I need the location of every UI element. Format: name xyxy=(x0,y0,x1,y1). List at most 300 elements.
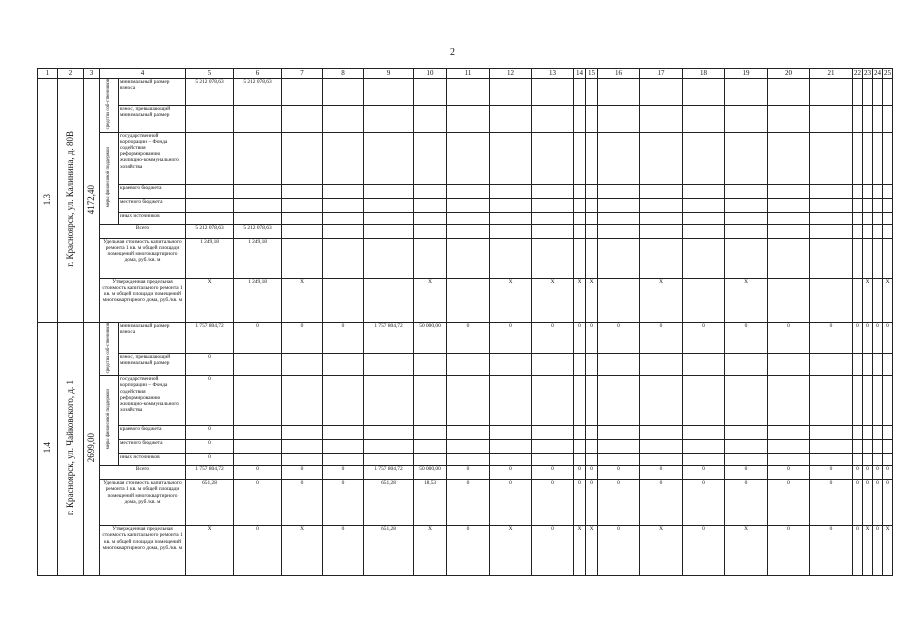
value-cell: Х xyxy=(586,278,598,322)
value-cell xyxy=(414,105,447,132)
table-row xyxy=(38,322,893,354)
value-cell xyxy=(598,212,640,224)
value-cell xyxy=(364,354,414,376)
value-cell xyxy=(883,440,893,454)
value-cell xyxy=(532,212,574,224)
value-cell xyxy=(234,198,282,212)
value-cell xyxy=(640,184,683,198)
col-header: 2 xyxy=(58,69,84,79)
row-number: 1.3 xyxy=(42,193,53,205)
value-cell xyxy=(574,238,586,278)
value-cell xyxy=(186,132,234,184)
value-cell xyxy=(725,354,768,376)
value-cell: Х xyxy=(640,278,683,322)
value-cell xyxy=(873,278,883,322)
value-cell xyxy=(810,212,853,224)
table-row xyxy=(38,354,893,376)
value-cell xyxy=(414,440,447,454)
value-cell: 0 xyxy=(490,480,532,526)
value-cell xyxy=(768,426,810,440)
value-cell xyxy=(683,105,725,132)
col-header: 21 xyxy=(810,69,853,79)
value-cell: 0 xyxy=(532,526,574,576)
col-header: 11 xyxy=(447,69,490,79)
value-cell: 0 xyxy=(768,466,810,480)
value-cell: 0 xyxy=(186,376,234,426)
value-cell xyxy=(873,224,883,238)
area: 2699,00 xyxy=(86,433,97,463)
value-cell xyxy=(234,105,282,132)
col-header: 6 xyxy=(234,69,282,79)
value-cell xyxy=(883,212,893,224)
col-header: 12 xyxy=(490,69,532,79)
value-cell xyxy=(810,238,853,278)
value-cell xyxy=(490,354,532,376)
value-cell xyxy=(873,184,883,198)
row-label: Удельная стоимость капитального ремонта 1 кв. м общей площади помещений многоквартирного дома, руб./кв. м xyxy=(100,480,186,526)
value-cell xyxy=(598,105,640,132)
value-cell xyxy=(853,184,863,198)
value-cell xyxy=(532,238,574,278)
value-cell xyxy=(282,224,323,238)
value-cell xyxy=(586,454,598,466)
value-cell xyxy=(725,238,768,278)
value-cell: Х xyxy=(883,526,893,576)
value-cell xyxy=(447,132,490,184)
value-cell xyxy=(768,440,810,454)
value-cell xyxy=(414,198,447,212)
value-cell xyxy=(414,354,447,376)
value-cell xyxy=(574,105,586,132)
value-cell xyxy=(490,224,532,238)
value-cell: 0 xyxy=(640,322,683,354)
value-cell: 0 xyxy=(873,480,883,526)
value-cell xyxy=(853,132,863,184)
value-cell xyxy=(683,184,725,198)
value-cell xyxy=(873,105,883,132)
value-cell xyxy=(490,132,532,184)
col-header: 15 xyxy=(586,69,598,79)
value-cell xyxy=(532,198,574,212)
col-header: 16 xyxy=(598,69,640,79)
value-cell: 0 xyxy=(574,466,586,480)
table-row xyxy=(38,426,893,440)
table-body xyxy=(38,69,893,576)
col-header: 14 xyxy=(574,69,586,79)
value-cell xyxy=(490,426,532,440)
value-cell xyxy=(598,224,640,238)
value-cell: 0 xyxy=(853,466,863,480)
value-cell xyxy=(863,454,873,466)
value-cell xyxy=(810,440,853,454)
value-cell xyxy=(683,354,725,376)
value-cell xyxy=(186,105,234,132)
row-label: государственной корпорации – Фонда содействия реформированию жилищно-коммунального хозяйства xyxy=(119,132,186,184)
value-cell xyxy=(282,376,323,426)
value-cell xyxy=(768,132,810,184)
value-cell: 0 xyxy=(574,322,586,354)
value-cell: 0 xyxy=(853,322,863,354)
value-cell xyxy=(186,184,234,198)
value-cell xyxy=(282,198,323,212)
value-cell xyxy=(574,376,586,426)
value-cell xyxy=(598,426,640,440)
value-cell xyxy=(853,238,863,278)
value-cell: 0 xyxy=(186,454,234,466)
table-row-approved xyxy=(38,526,893,576)
value-cell xyxy=(810,376,853,426)
value-cell xyxy=(234,212,282,224)
col-header: 23 xyxy=(864,69,872,77)
value-cell: 1 757 804,72 xyxy=(364,466,414,480)
value-cell xyxy=(282,132,323,184)
value-cell xyxy=(883,426,893,440)
value-cell: 0 xyxy=(810,480,853,526)
value-cell xyxy=(323,105,364,132)
value-cell xyxy=(323,238,364,278)
value-cell xyxy=(883,105,893,132)
value-cell: 0 xyxy=(447,322,490,354)
value-cell xyxy=(574,454,586,466)
value-cell xyxy=(853,105,863,132)
value-cell: 0 xyxy=(863,480,873,526)
value-cell xyxy=(768,454,810,466)
row-label: иных источников xyxy=(119,454,186,466)
col-header: 24 xyxy=(874,69,882,77)
value-cell: 0 xyxy=(725,322,768,354)
value-cell xyxy=(873,198,883,212)
value-cell xyxy=(873,454,883,466)
value-cell xyxy=(447,224,490,238)
value-cell xyxy=(282,354,323,376)
value-cell xyxy=(364,426,414,440)
row-label: взнос, превышающий минимальный размер xyxy=(119,105,186,132)
value-cell xyxy=(323,376,364,426)
value-cell xyxy=(598,454,640,466)
value-cell: 0 xyxy=(598,466,640,480)
value-cell: 0 xyxy=(598,480,640,526)
value-cell: Х xyxy=(574,278,586,322)
value-cell: 1 757 804,72 xyxy=(186,322,234,354)
value-cell: 0 xyxy=(282,322,323,354)
col-header: 22 xyxy=(854,69,862,77)
value-cell xyxy=(586,184,598,198)
value-cell xyxy=(640,224,683,238)
value-cell xyxy=(810,426,853,440)
value-cell xyxy=(282,454,323,466)
value-cell xyxy=(323,132,364,184)
value-cell: 1 757 804,72 xyxy=(364,322,414,354)
value-cell xyxy=(532,224,574,238)
value-cell xyxy=(683,238,725,278)
value-cell: 0 xyxy=(810,322,853,354)
value-cell xyxy=(532,79,574,106)
value-cell xyxy=(490,376,532,426)
value-cell xyxy=(725,105,768,132)
value-cell: 0 xyxy=(810,466,853,480)
value-cell xyxy=(768,278,810,322)
value-cell: 0 xyxy=(683,480,725,526)
value-cell: 0 xyxy=(725,466,768,480)
value-cell: 0 xyxy=(323,466,364,480)
value-cell xyxy=(598,440,640,454)
value-cell: 0 xyxy=(853,480,863,526)
value-cell xyxy=(768,376,810,426)
value-cell: 0 xyxy=(863,322,873,354)
value-cell: 0 xyxy=(282,480,323,526)
value-cell xyxy=(768,238,810,278)
value-cell xyxy=(234,354,282,376)
col-header: 1 xyxy=(38,69,58,79)
value-cell: 0 xyxy=(323,526,364,576)
support-measures-group xyxy=(100,132,119,224)
value-cell xyxy=(323,79,364,106)
value-cell: 0 xyxy=(186,426,234,440)
value-cell xyxy=(364,212,414,224)
value-cell xyxy=(598,184,640,198)
value-cell xyxy=(883,184,893,198)
value-cell xyxy=(282,79,323,106)
value-cell: Х xyxy=(574,526,586,576)
value-cell: Х xyxy=(414,526,447,576)
value-cell: 0 xyxy=(768,526,810,576)
value-cell xyxy=(282,426,323,440)
value-cell xyxy=(234,376,282,426)
value-cell: 0 xyxy=(586,466,598,480)
value-cell xyxy=(234,440,282,454)
value-cell: 0 xyxy=(683,322,725,354)
value-cell xyxy=(768,198,810,212)
value-cell: 0 xyxy=(532,322,574,354)
value-cell xyxy=(586,440,598,454)
value-cell xyxy=(447,105,490,132)
value-cell xyxy=(447,79,490,106)
value-cell: 0 xyxy=(683,466,725,480)
value-cell xyxy=(683,198,725,212)
col-header: 18 xyxy=(683,69,725,79)
col-header: 10 xyxy=(414,69,447,79)
table-row xyxy=(38,212,893,224)
value-cell xyxy=(586,238,598,278)
value-cell xyxy=(598,198,640,212)
value-cell xyxy=(364,278,414,322)
address-cell xyxy=(58,322,84,576)
value-cell: Х xyxy=(186,526,234,576)
value-cell xyxy=(574,426,586,440)
value-cell xyxy=(853,354,863,376)
group-label: средства соб-ственников xyxy=(106,322,112,374)
value-cell: 0 xyxy=(863,466,873,480)
value-cell xyxy=(234,454,282,466)
address: г. Красноярск, ул. Чайковского, д. 1 xyxy=(65,380,76,516)
col-header: 17 xyxy=(640,69,683,79)
value-cell xyxy=(725,79,768,106)
col-header: 7 xyxy=(282,69,323,79)
value-cell: 0 xyxy=(574,480,586,526)
value-cell xyxy=(810,198,853,212)
value-cell xyxy=(447,426,490,440)
value-cell: Х xyxy=(186,278,234,322)
col-header: 19 xyxy=(725,69,768,79)
value-cell xyxy=(725,454,768,466)
value-cell xyxy=(490,184,532,198)
value-cell xyxy=(364,198,414,212)
value-cell xyxy=(532,440,574,454)
value-cell: 50 000,00 xyxy=(414,322,447,354)
value-cell xyxy=(323,454,364,466)
value-cell xyxy=(364,376,414,426)
row-label: иных источников xyxy=(119,212,186,224)
value-cell xyxy=(853,79,863,106)
value-cell xyxy=(883,198,893,212)
value-cell xyxy=(414,454,447,466)
value-cell: 0 xyxy=(532,480,574,526)
value-cell xyxy=(863,224,873,238)
value-cell: 0 xyxy=(186,354,234,376)
value-cell xyxy=(598,376,640,426)
value-cell: 0 xyxy=(598,322,640,354)
value-cell xyxy=(532,132,574,184)
value-cell: 0 xyxy=(234,526,282,576)
value-cell xyxy=(447,184,490,198)
value-cell xyxy=(810,79,853,106)
owners-funds-group xyxy=(100,322,119,376)
value-cell xyxy=(447,238,490,278)
value-cell xyxy=(586,105,598,132)
table-row xyxy=(38,79,893,106)
value-cell xyxy=(447,198,490,212)
row-label: краевого бюджета xyxy=(119,426,186,440)
value-cell xyxy=(863,105,873,132)
value-cell xyxy=(640,238,683,278)
value-cell xyxy=(883,224,893,238)
value-cell xyxy=(853,212,863,224)
value-cell: 0 xyxy=(447,466,490,480)
value-cell xyxy=(586,198,598,212)
value-cell xyxy=(883,376,893,426)
value-cell: 0 xyxy=(640,480,683,526)
value-cell xyxy=(574,440,586,454)
value-cell xyxy=(863,426,873,440)
value-cell xyxy=(490,454,532,466)
value-cell xyxy=(640,426,683,440)
value-cell xyxy=(640,440,683,454)
row-label: Всего xyxy=(100,466,186,480)
value-cell xyxy=(586,354,598,376)
value-cell: 0 xyxy=(873,466,883,480)
value-cell xyxy=(490,440,532,454)
value-cell xyxy=(414,184,447,198)
value-cell xyxy=(574,184,586,198)
value-cell: 1 249,18 xyxy=(234,278,282,322)
table-row xyxy=(38,132,893,184)
value-cell: 651,28 xyxy=(364,480,414,526)
value-cell xyxy=(810,354,853,376)
col-header: 4 xyxy=(100,69,186,79)
value-cell xyxy=(186,198,234,212)
value-cell xyxy=(323,278,364,322)
value-cell xyxy=(810,454,853,466)
value-cell: Х xyxy=(883,278,893,322)
value-cell xyxy=(447,354,490,376)
value-cell xyxy=(282,440,323,454)
value-cell xyxy=(683,132,725,184)
value-cell: 0 xyxy=(853,526,863,576)
value-cell: 0 xyxy=(282,466,323,480)
table-row xyxy=(38,440,893,454)
value-cell xyxy=(810,132,853,184)
table-row-total xyxy=(38,466,893,480)
row-number-cell xyxy=(38,79,58,323)
value-cell: 0 xyxy=(586,480,598,526)
value-cell xyxy=(725,440,768,454)
value-cell xyxy=(863,132,873,184)
value-cell: 5 212 078,63 xyxy=(186,79,234,106)
value-cell: 0 xyxy=(725,480,768,526)
value-cell: 0 xyxy=(234,322,282,354)
row-label: Утвержденная предельная стоимость капитального ремонта 1 кв. м общей площади помещений многоквартирного дома, руб./кв. м xyxy=(100,526,186,576)
value-cell: 0 xyxy=(234,480,282,526)
table-row-total xyxy=(38,224,893,238)
value-cell xyxy=(853,426,863,440)
value-cell: Х xyxy=(414,278,447,322)
group-label: меры финансовой поддержки xyxy=(106,389,112,450)
value-cell xyxy=(414,132,447,184)
value-cell: 0 xyxy=(323,322,364,354)
value-cell: 5 212 078,63 xyxy=(234,224,282,238)
value-cell xyxy=(447,278,490,322)
value-cell xyxy=(586,79,598,106)
value-cell xyxy=(873,79,883,106)
value-cell: 0 xyxy=(883,322,893,354)
value-cell xyxy=(683,224,725,238)
value-cell xyxy=(574,198,586,212)
value-cell xyxy=(725,198,768,212)
support-measures-group xyxy=(100,376,119,466)
value-cell: 0 xyxy=(532,466,574,480)
value-cell xyxy=(234,426,282,440)
value-cell xyxy=(282,105,323,132)
value-cell xyxy=(873,212,883,224)
group-label: средства соб-ственников xyxy=(106,79,112,130)
value-cell xyxy=(234,184,282,198)
row-label: местного бюджета xyxy=(119,440,186,454)
col-header: 5 xyxy=(186,69,234,79)
value-cell xyxy=(640,132,683,184)
row-label: Удельная стоимость капитального ремонта 1 кв. м общей площади помещений многоквартирного дома, руб./кв. м xyxy=(100,238,186,278)
value-cell xyxy=(532,184,574,198)
value-cell xyxy=(640,198,683,212)
value-cell: 651,28 xyxy=(364,526,414,576)
table-row xyxy=(38,198,893,212)
value-cell xyxy=(873,132,883,184)
value-cell xyxy=(414,224,447,238)
value-cell xyxy=(683,454,725,466)
value-cell xyxy=(364,238,414,278)
value-cell xyxy=(447,440,490,454)
value-cell: 1 249,18 xyxy=(234,238,282,278)
value-cell xyxy=(863,79,873,106)
value-cell: 1 757 804,72 xyxy=(186,466,234,480)
col-header: 20 xyxy=(768,69,810,79)
value-cell xyxy=(683,376,725,426)
col-header: 8 xyxy=(323,69,364,79)
value-cell: Х xyxy=(282,526,323,576)
value-cell xyxy=(282,238,323,278)
value-cell xyxy=(810,184,853,198)
value-cell xyxy=(447,376,490,426)
value-cell xyxy=(768,184,810,198)
